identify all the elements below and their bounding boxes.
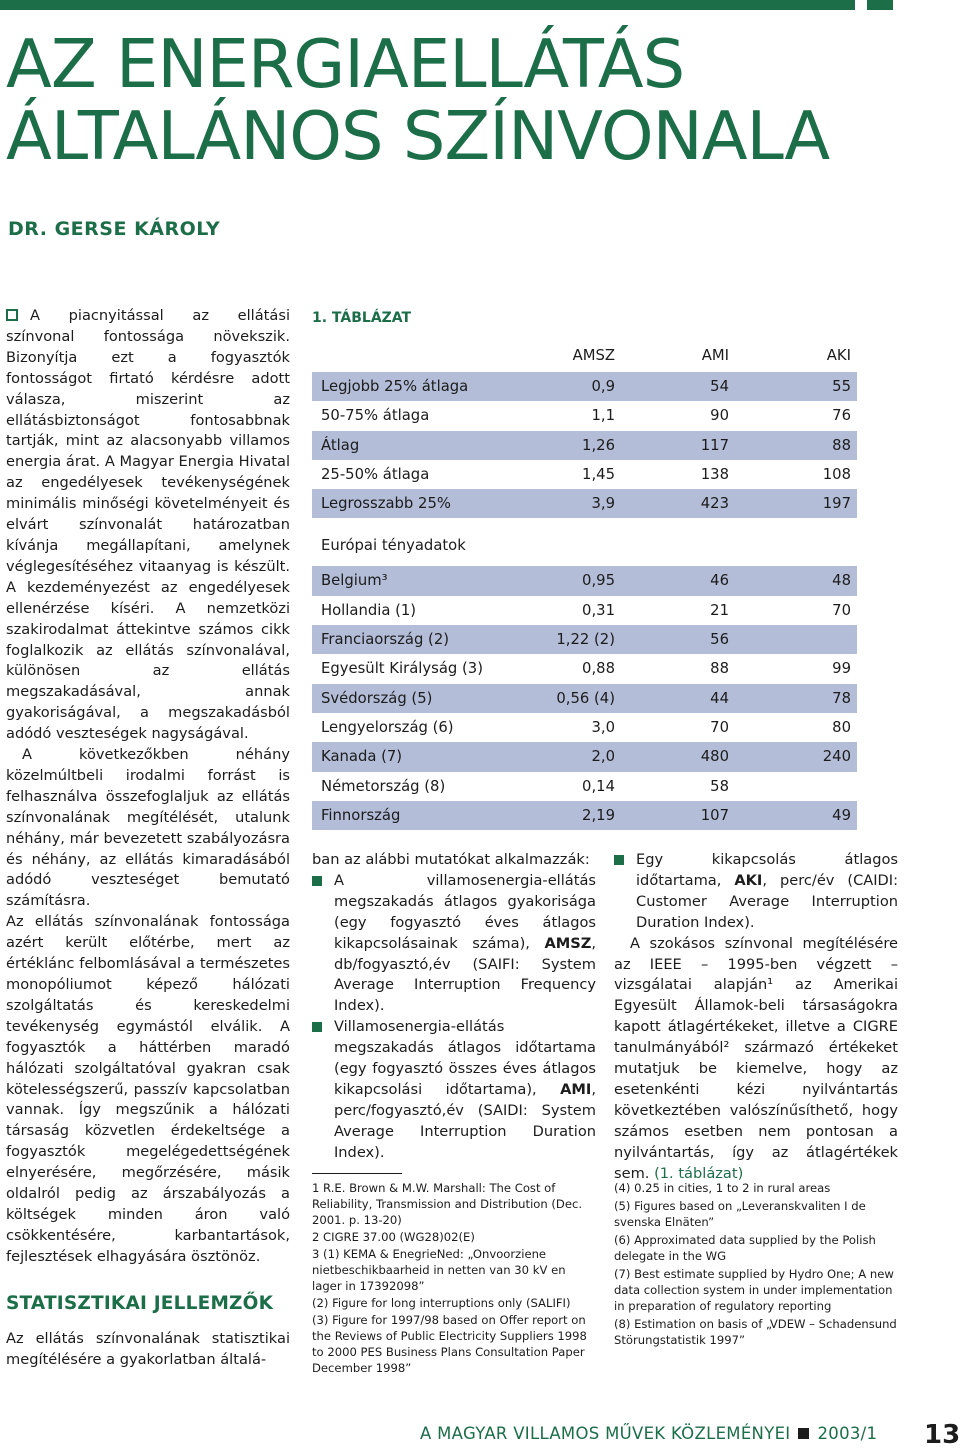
cell-amsz: 2,19: [582, 806, 615, 824]
paragraph-main: [614, 934, 898, 1185]
reliability-table: [312, 340, 857, 830]
cell-ami: 54: [710, 378, 729, 395]
section-heading: STATISZTIKAI JELLEMZŐK: [6, 1292, 274, 1314]
square-bullet-icon: [312, 876, 322, 886]
cell-amsz: 1,26: [582, 436, 615, 454]
square-bullet-icon: [614, 855, 624, 865]
column-middle: [312, 850, 596, 1164]
table-header-cell: AMI: [701, 347, 729, 364]
cell-aki: 108: [822, 465, 851, 483]
bullet-text: A villamosenergia-ellátás megszakadás átlagos gyakorisága (egy fogyasztó éves átlagos kikapcsolásainak száma),: [334, 871, 596, 952]
row-label: 25-50% átlaga: [321, 465, 430, 483]
row-label: 50-75% átlaga: [321, 407, 430, 425]
cell-aki: 88: [832, 436, 851, 454]
cell-aki: 197: [822, 495, 851, 513]
lead-paragraph: [6, 306, 290, 745]
cell-ami: 44: [710, 689, 729, 707]
table-row: [312, 801, 857, 830]
footnote: 2 CIGRE 37.00 (WG28)02(E): [312, 1230, 475, 1244]
title-line-1: AZ ENERGIAELLÁTÁS: [6, 25, 685, 103]
table-row: [312, 684, 857, 713]
table-row: [312, 596, 857, 625]
table-caption: 1. TÁBLÁZAT: [312, 310, 412, 326]
row-label: Legjobb 25% átlaga: [321, 378, 469, 395]
bullet-text: , perc/év (CAIDI: Customer Average Interruption Duration Index).: [636, 871, 899, 931]
cell-ami: 107: [700, 806, 729, 824]
table-header-cell: AMSZ: [572, 347, 615, 364]
table-row: [312, 431, 857, 460]
title-line-2: ÁLTALÁNOS SZÍNVONALA: [6, 97, 830, 175]
paragraph-4: Az ellátás színvonalának statisztikai megítélésére a gyakorlatban általá-: [6, 1329, 290, 1368]
table-reference-link[interactable]: (1. táblázat): [654, 1164, 744, 1182]
footnote: (2) Figure for long interruptions only (SALIFI): [312, 1296, 571, 1310]
indicators-intro: ban az alábbi mutatókat alkalmazzák:: [312, 851, 590, 868]
column-left: [6, 306, 290, 1370]
cell-ami: 480: [700, 748, 729, 766]
row-label: Hollandia (1): [321, 601, 417, 619]
cell-amsz: 0,31: [582, 601, 615, 619]
cell-amsz: 3,9: [591, 495, 615, 513]
table-row: [312, 772, 857, 801]
row-label: Belgium³: [321, 572, 388, 590]
cell-amsz: 0,14: [582, 777, 615, 795]
table-row: [312, 625, 857, 654]
cell-amsz: 2,0: [591, 748, 615, 766]
cell-aki: 80: [832, 718, 851, 736]
abbr-aki: AKI: [734, 871, 763, 889]
row-label: Svédország (5): [321, 689, 433, 707]
abbr-amsz: AMSZ: [544, 934, 592, 952]
table-row: [312, 566, 857, 595]
table-row: [312, 460, 857, 489]
bullet-amsz: [312, 871, 596, 1017]
paragraph-text: A szokásos színvonal megítélésére az IEEE – 1995-ben végzett – vizsgálatai alapján¹ az Amerikai Egyesült Államok-beli társaságokra kapott átlagértékeket, illetve a CIGRE tanulmányából² származó értékeket mutatjuk be kiemelve, hogy az esetenkénti kézi nyilvántartás következtében valószínűsíthető, hogy számos esetben nem pontosan a nyilvántartás, így az átlagértékek sem.: [614, 934, 898, 1182]
footnote: 1 R.E. Brown & M.W. Marshall: The Cost of Reliability, Transmission and Distribution (Dec. 2001. p. 13-20): [312, 1181, 583, 1227]
cell-amsz: 0,88: [582, 660, 615, 678]
column-right: [614, 850, 898, 1185]
footer-journal: [420, 1424, 877, 1443]
cell-amsz: 1,1: [591, 407, 615, 425]
cell-ami: 117: [700, 436, 729, 454]
footnote: (4) 0.25 in cities, 1 to 2 in rural areas: [614, 1181, 831, 1195]
footnote: (3) Figure for 1997/98 based on Offer report on the Reviews of Public Electricity Suppliers 1998 to 2000 PES Business Plans Consultation Paper December 1998”: [312, 1313, 587, 1375]
cell-amsz: 3,0: [591, 718, 615, 736]
row-label: Legrosszabb 25%: [321, 495, 451, 513]
top-accent-gap: [855, 0, 867, 10]
cell-aki: 240: [822, 748, 851, 766]
cell-aki: 99: [832, 660, 851, 678]
cell-ami: 70: [710, 718, 729, 736]
cell-ami: 138: [700, 465, 729, 483]
cell-ami: 56: [710, 631, 729, 649]
table-header-cell: AKI: [826, 347, 851, 364]
row-label: Lengyelország (6): [321, 718, 454, 736]
footnotes-right: [614, 1180, 898, 1350]
cell-aki: 78: [832, 689, 851, 707]
table-row: [312, 401, 857, 430]
cell-aki: 49: [832, 806, 851, 824]
paragraph-2: A következőkben néhány közelmúltbeli irodalmi forrást is felhasználva összefoglaljuk az ellátás színvonalának megítélését, utalunk néhány, már bevezetett szabályozásra és néhány, az ellátás kimaradásából adódó veszteséget bemutató számításra.: [6, 746, 290, 910]
row-label: Franciaország (2): [321, 631, 450, 649]
issue-number: 2003/1: [817, 1424, 878, 1443]
abbr-ami: AMI: [560, 1080, 592, 1098]
footnote-rule: [312, 1173, 402, 1174]
cell-ami: 46: [710, 572, 729, 590]
bullet-text: , db/fogyasztó,év (SAIFI: System Average Interruption Frequency Index).: [334, 934, 596, 1015]
cell-amsz: 1,22 (2): [556, 631, 615, 649]
article-title: [6, 25, 830, 175]
lead-text: A piacnyitással az ellátási színvonal fontossága növekszik. Bizonyítja ezt a fogyasztók fontosságot firtató kérdésre adott válasza, miszerint az ellátásbiztonságot fontosabbnak tartják, mint az alacsonyabb villamos energia árat. A Magyar Energia Hivatal az engedélyesek tevékenységének minimális minőségi követelményeit és elvárt színvonalát határozatban kívánja megállapítani, amelynek véglegesítéséhez vitaanyag is készült. A kezdeményezést az engedélyesek ellenérzése kíséri. A nemzetközi szakirodalmat áttekintve számos cikk foglalkozik az ellátás színvonalával, különösen az ellátás megszakadásával, annak gyakoriságával, a megszakadásból adódó veszteségek nagyságával.: [6, 307, 290, 743]
table-row: [312, 372, 857, 401]
table-row: [312, 654, 857, 683]
square-bullet-icon: [312, 1022, 322, 1032]
row-label: Finnország: [321, 806, 401, 824]
page-number: 13: [924, 1420, 960, 1450]
table-row: [312, 742, 857, 771]
cell-ami: 90: [710, 407, 729, 425]
top-accent-bar: [0, 0, 855, 10]
cell-aki: 76: [832, 407, 851, 425]
bullet-ami: [312, 1017, 596, 1163]
cell-aki: 55: [832, 378, 851, 395]
cell-ami: 88: [710, 660, 729, 678]
row-label: Egyesült Királyság (3): [321, 660, 483, 678]
footer-square-icon: [798, 1428, 809, 1439]
cell-amsz: 0,95: [582, 572, 615, 590]
paragraph-3: Az ellátás színvonalának fontossága azért került előtérbe, mert az értéklánc felbomlásával a természetes monopóliumot képező hálózati szolgáltatás és kereskedelmi tevékenység egymástól elválik. A fogyasztók a háttérben maradó hálózati szolgáltatóval gyakran csak kötelességszerű, passzív kapcsolatban vannak. Így megszűnik a hálózati társaság közvetlen érdekeltsége a fogyasztók megelégedettségének elnyerésére, megőrzésére, másik oldalról pedig az árszabályozás a költségek minden áron való csökkentésére, karbantartások, fejlesztések elhagyására ösztönöz.: [6, 913, 290, 1265]
section-label: Európai tényadatok: [321, 537, 466, 555]
row-label: Németország (8): [321, 777, 446, 795]
author-name: DR. GERSE KÁROLY: [8, 218, 221, 240]
footnote: (6) Approximated data supplied by the Polish delegate in the WG: [614, 1233, 876, 1263]
journal-name: A MAGYAR VILLAMOS MŰVEK KÖZLEMÉNYEI: [420, 1424, 791, 1443]
table-section-row: [312, 518, 857, 566]
cell-aki: 48: [832, 572, 851, 590]
footnote: (8) Estimation on basis of „VDEW – Schadensund Störungstatistik 1997”: [614, 1317, 897, 1347]
cell-ami: 423: [700, 495, 729, 513]
table-header-row: [312, 340, 857, 372]
cell-aki: 70: [832, 601, 851, 619]
row-label: Átlag: [321, 436, 360, 454]
cell-amsz: 0,56 (4): [556, 689, 615, 707]
row-label: Kanada (7): [321, 748, 403, 766]
footnote: (7) Best estimate supplied by Hydro One; A new data collection system in under implementation in preparation of regulatory reporting: [614, 1267, 894, 1313]
footnote: (5) Figures based on „Leveranskvaliten I de svenska Elnäten”: [614, 1199, 866, 1229]
footnote: 3 (1) KEMA & EnegrieNed: „Onvoorziene nietbeschikbaarheid in netten van 30 kV en lager in 17392098”: [312, 1247, 566, 1293]
cell-amsz: 0,9: [591, 378, 615, 395]
bullet-text: Villamosenergia-ellátás megszakadás átlagos időtartama (egy fogyasztó összes éves átlagos kikapcsolási időtartama),: [334, 1018, 596, 1098]
cell-ami: 58: [710, 777, 729, 795]
footnotes-left: [312, 1180, 596, 1377]
bullet-text: , perc/fogyasztó,év (SAIDI: System Average Interruption Duration Index).: [334, 1080, 596, 1161]
cell-amsz: 1,45: [582, 465, 615, 483]
cell-ami: 21: [710, 601, 729, 619]
table-row: [312, 713, 857, 742]
top-accent-square: [867, 0, 893, 10]
hollow-square-bullet-icon: [6, 309, 18, 321]
bullet-aki: [614, 850, 898, 934]
bullet-text: Egy kikapcsolás átlagos időtartama,: [636, 851, 898, 889]
table-row: [312, 489, 857, 518]
